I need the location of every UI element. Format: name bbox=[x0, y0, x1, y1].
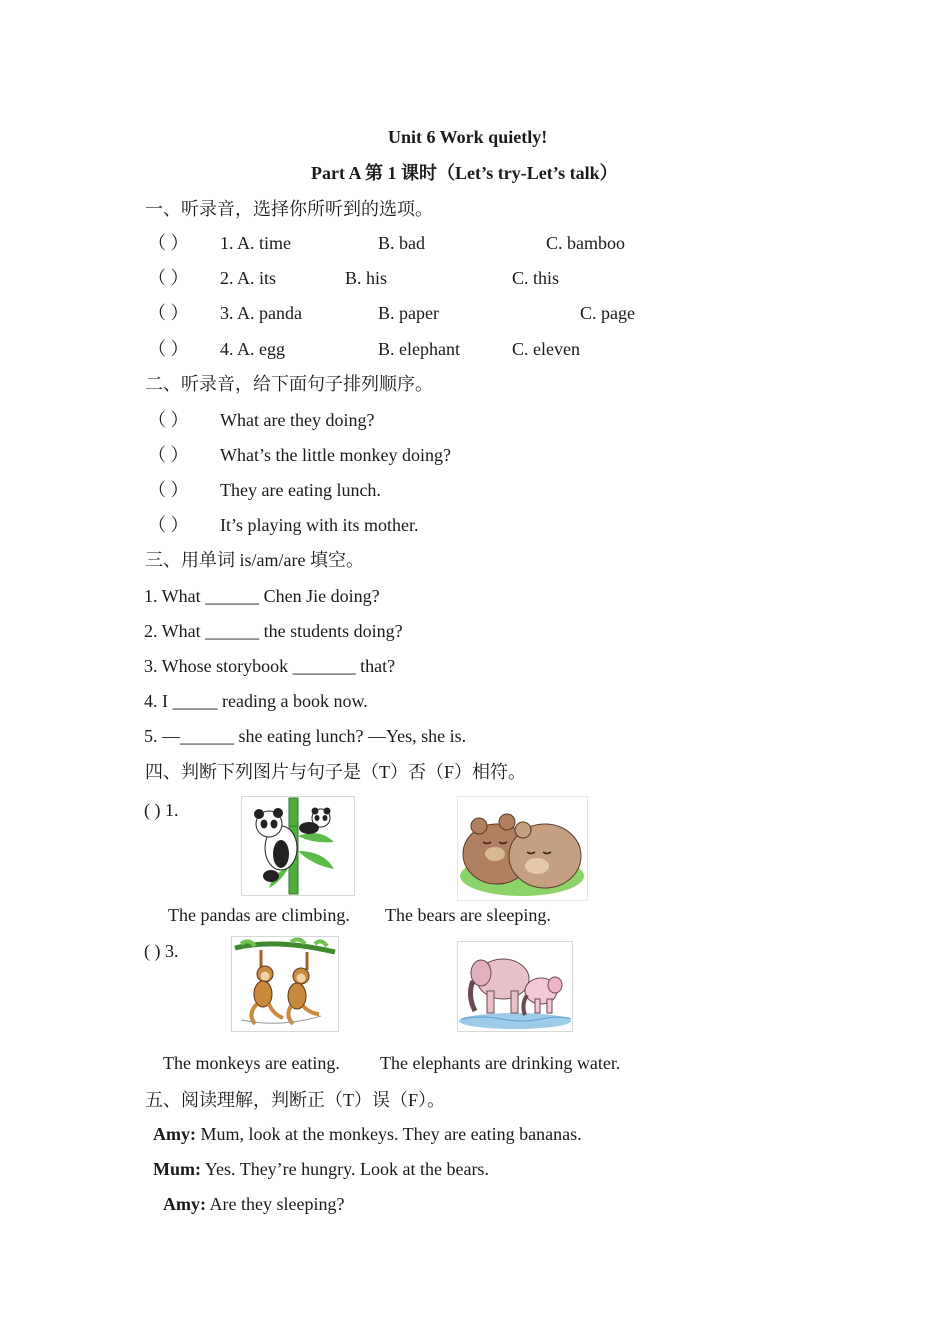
sleeping-bears-illustration-icon bbox=[457, 796, 588, 901]
section1-option-1c: C. bamboo bbox=[546, 233, 625, 253]
panda-bamboo-illustration-icon bbox=[241, 796, 355, 896]
section1-option-1b: B. bad bbox=[378, 233, 425, 253]
section2-sentence-4: It’s playing with its mother. bbox=[220, 515, 419, 535]
section3-item-2: 2. What ______ the students doing? bbox=[144, 621, 403, 641]
section2-bracket-1: （ ） bbox=[148, 410, 189, 430]
monkeys-vine-illustration-icon bbox=[231, 936, 339, 1032]
caption-bears: The bears are sleeping. bbox=[385, 905, 551, 925]
section2-sentence-3: They are eating lunch. bbox=[220, 480, 381, 500]
dialogue-line-1 bbox=[153, 1125, 582, 1143]
section1-option-2b: B. his bbox=[345, 268, 388, 288]
section4-row2-label: ( ) 3. bbox=[144, 941, 179, 961]
section2-sentence-1: What are they doing? bbox=[220, 410, 375, 430]
section3-heading: 三、用单词 is/am/are 填空。 bbox=[145, 550, 364, 570]
dialogue-text-2: Yes. They’re hungry. Look at the bears. bbox=[201, 1159, 489, 1179]
caption-elephants: The elephants are drinking water. bbox=[380, 1053, 621, 1073]
section2-sentence-2: What’s the little monkey doing? bbox=[220, 445, 451, 465]
caption-pandas: The pandas are climbing. bbox=[168, 905, 350, 925]
section2-bracket-4: （ ） bbox=[148, 515, 189, 535]
section2-heading: 二、听录音，给下面句子排列顺序。 bbox=[145, 374, 433, 394]
section1-option-2c: C. this bbox=[512, 268, 560, 288]
section1-option-4c: C. eleven bbox=[512, 339, 580, 359]
section1-option-3b: B. paper bbox=[378, 303, 439, 323]
section1-heading: 一、听录音，选择你所听到的选项。 bbox=[145, 199, 433, 219]
dialogue-text-1: Mum, look at the monkeys. They are eating bananas. bbox=[196, 1124, 582, 1144]
unit-title: Unit 6 Work quietly! bbox=[388, 127, 548, 147]
section5-heading: 五、阅读理解，判断正（T）误（F）。 bbox=[145, 1090, 446, 1110]
dialogue-line-3 bbox=[163, 1195, 344, 1213]
dialogue-speaker-3: Amy: bbox=[163, 1194, 206, 1214]
section4-row1-label: ( ) 1. bbox=[144, 800, 179, 820]
section4-heading: 四、判断下列图片与句子是（T）否（F）相符。 bbox=[145, 762, 527, 782]
section3-item-4: 4. I _____ reading a book now. bbox=[144, 691, 368, 711]
caption-monkeys: The monkeys are eating. bbox=[163, 1053, 340, 1073]
dialogue-text-3: Are they sleeping? bbox=[206, 1194, 345, 1214]
section2-bracket-2: （ ） bbox=[148, 445, 189, 465]
section3-item-5: 5. —______ she eating lunch? —Yes, she is. bbox=[144, 726, 467, 746]
dialogue-speaker-1: Amy: bbox=[153, 1124, 196, 1144]
section1-option-3c: C. page bbox=[580, 303, 635, 323]
section1-stem-2: 2. A. its bbox=[220, 268, 277, 288]
section1-bracket-3: （ ） bbox=[148, 303, 189, 323]
elephants-water-illustration-icon bbox=[457, 941, 573, 1032]
section3-item-1: 1. What ______ Chen Jie doing? bbox=[144, 586, 380, 606]
section1-stem-1: 1. A. time bbox=[220, 233, 291, 253]
section3-item-3: 3. Whose storybook _______ that? bbox=[144, 656, 396, 676]
section1-bracket-2: （ ） bbox=[148, 268, 189, 288]
section1-bracket-4: （ ） bbox=[148, 339, 189, 359]
dialogue-line-2 bbox=[153, 1160, 489, 1178]
section1-bracket-1: （ ） bbox=[148, 233, 189, 253]
section1-stem-4: 4. A. egg bbox=[220, 339, 285, 359]
section1-option-4b: B. elephant bbox=[378, 339, 460, 359]
dialogue-speaker-2: Mum: bbox=[153, 1159, 201, 1179]
part-title: Part A 第 1 课时（Let’s try-Let’s talk） bbox=[311, 163, 618, 183]
section2-bracket-3: （ ） bbox=[148, 480, 189, 500]
section1-stem-3: 3. A. panda bbox=[220, 303, 302, 323]
